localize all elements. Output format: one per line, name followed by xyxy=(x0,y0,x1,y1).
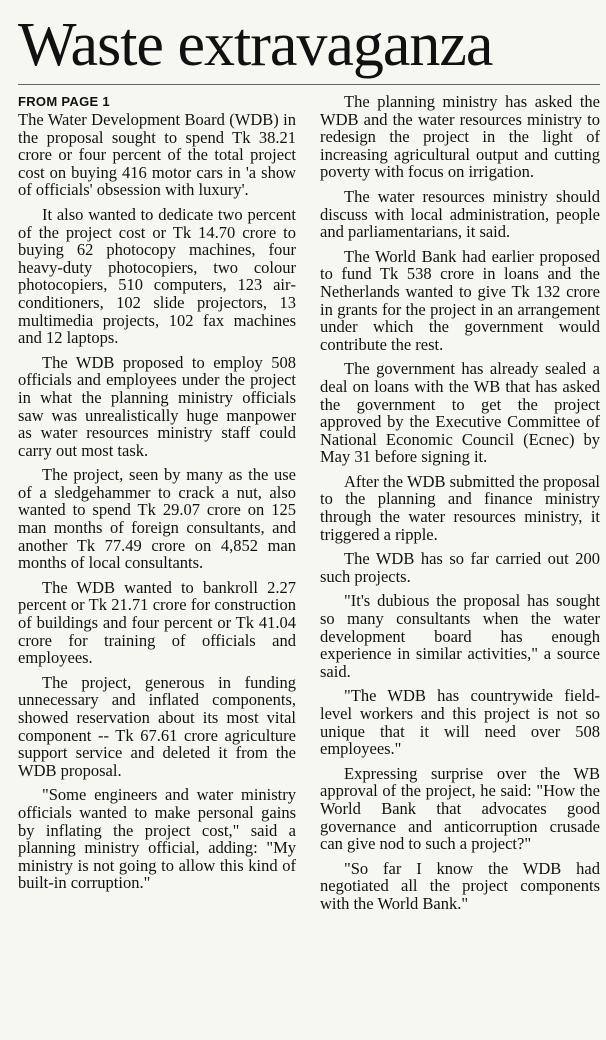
paragraph: After the WDB submitted the proposal to the planning and finance ministry through the water resources ministry, it triggered a ripple. xyxy=(320,471,600,544)
paragraph: The WDB has so far carried out 200 such projects. xyxy=(320,549,600,586)
paragraph: "So far I know the WDB had negotiated all the project components with the World Bank." xyxy=(320,858,600,913)
kicker: FROM PAGE 1 xyxy=(18,94,110,109)
paragraph: "The WDB has countrywide field-level workers and this project is not so unique that it will need over 508 employees." xyxy=(320,686,600,759)
paragraph: The project, generous in funding unnecessary and inflated components, showed reservation about its most vital component -- Tk 67.61 crore agriculture support service and deleted it from the WDB proposal. xyxy=(18,672,296,780)
headline-divider xyxy=(18,84,600,85)
paragraph: The government has already sealed a deal on loans with the WB that has asked the government to get the project approved by the Executive Committee of National Economic Council (Ecnec) by May 31 before signing it. xyxy=(320,359,600,467)
paragraph: The Water Development Board (WDB) in the proposal sought to spend Tk 38.21 crore or four percent of the total project cost on buying 416 motor cars in 'a show of officials' obsession with luxury'. xyxy=(18,110,296,200)
paragraph: The water resources ministry should discuss with local administration, people and parliamentarians, it said. xyxy=(320,186,600,242)
paragraph: "It's dubious the proposal has sought so many consultants when the water development board has enough experience in similar activities," a source said. xyxy=(320,591,600,681)
paragraph: The WDB wanted to bankroll 2.27 percent or Tk 21.71 crore for construction of buildings and four percent or Tk 41.04 crore for training of officials and employees. xyxy=(18,577,296,668)
paragraph: It also wanted to dedicate two percent of the project cost or Tk 14.70 crore to buying 62 photocopy machines, four heavy-duty photocopiers, two colour photocopiers, 510 computers, 123 airconditioners, 102 slide projectors, 13 multimedia projects, 102 fax machines and 12 laptops. xyxy=(18,204,296,348)
article-columns xyxy=(18,93,600,920)
paragraph: The World Bank had earlier proposed to fund Tk 538 crore in loans and the Netherlands wanted to give Tk 132 crore in grants for the project in an arrangement under which the government would contribute the rest. xyxy=(320,246,600,354)
paragraph: The WDB proposed to employ 508 officials and employees under the project in what the planning ministry officials saw was unrealistically huge manpower as water resources ministry staff could carry out most task. xyxy=(18,352,296,460)
paragraph: The planning ministry has asked the WDB and the water resources ministry to redesign the project in the light of increasing agricultural output and cutting poverty with focus on irrigation. xyxy=(320,92,600,182)
article-column-right xyxy=(320,93,600,920)
article-column-left xyxy=(18,93,296,920)
headline: Waste extravaganza xyxy=(18,11,493,79)
paragraph: The project, seen by many as the use of a sledgehammer to crack a nut, also wanted to spend Tk 29.07 crore on 125 man months of foreign consultants, and another Tk 77.49 crore on 4,852 man months of local consultants. xyxy=(18,465,296,573)
paragraph: Expressing surprise over the WB approval of the project, he said: "How the World Bank that advocates good governance and anticorruption crusade can give nod to such a project?" xyxy=(320,763,600,854)
paragraph: "Some engineers and water ministry officials wanted to make personal gains by inflating the project cost," said a planning ministry official, adding: "My ministry is not going to allow this kind of built-in corruption." xyxy=(18,785,296,893)
